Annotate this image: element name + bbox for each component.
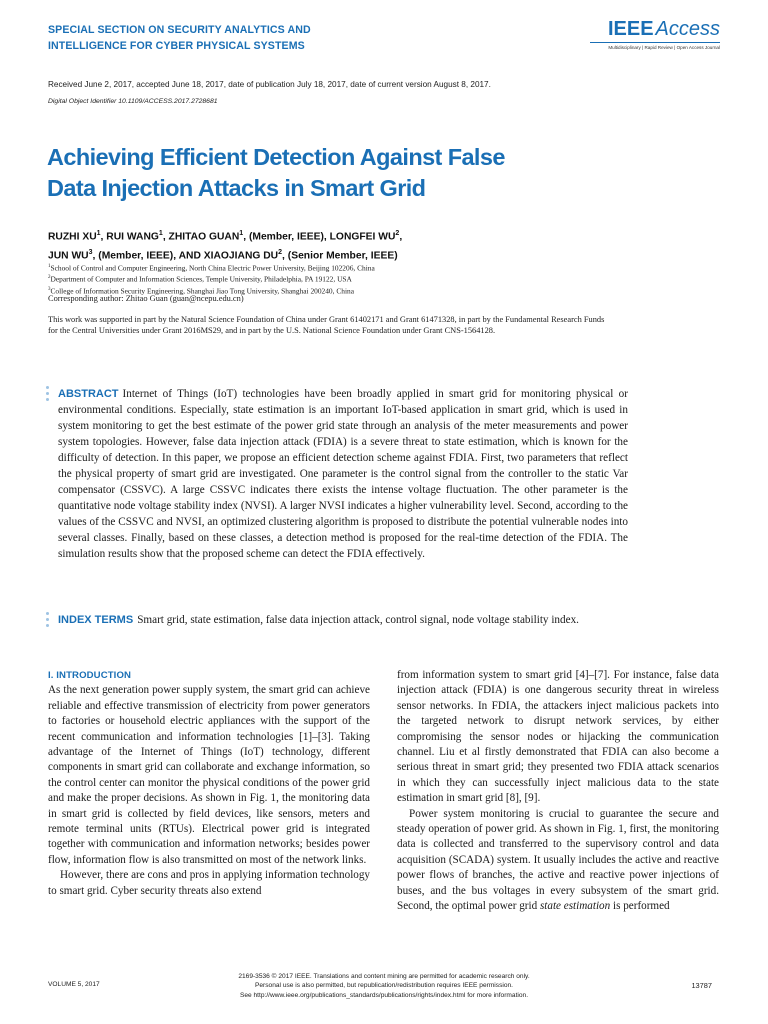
abstract-label: ABSTRACT (58, 388, 119, 400)
affiliation-marker: 2 (278, 249, 283, 257)
affiliations (48, 262, 608, 296)
logo-tagline: Multidisciplinary | Rapid Review | Open Access Journal (608, 45, 720, 50)
section-heading-line-1: SPECIAL SECTION ON SECURITY ANALYTICS AND (48, 24, 311, 36)
paragraph: Power system monitoring is crucial to guarantee the secure and steady operation of power grid. As shown in Fig. 1, first, the monitoring data is collected and transferred to the supervisory control and data acquisition (SCADA) system. It usually includes the active and reactive power flows of branches, the active and reactive power injections of buses, and the bus voltages in every subsystem of the smart grid. Second, the optimal power grid state estimation is performed (397, 807, 719, 913)
author-membership: (Member, IEEE), (248, 231, 327, 243)
author-name: AND XIAOJIANG DU (178, 250, 279, 262)
affiliation-item: $^1$School of Control and Computer Engineering, North China Electric Power University, Beijing 102206, China (48, 263, 375, 273)
dots-decoration-icon (46, 612, 50, 630)
left-column (48, 668, 370, 899)
emphasis: state estimation (539, 900, 611, 913)
logo-access-text: Access (655, 18, 720, 40)
footer-volume: VOLUME 5, 2017 (48, 981, 100, 988)
logo-ieee-text: IEEE (607, 18, 654, 40)
author-name: ZHITAO GUAN (168, 231, 240, 243)
author-membership: (Senior Member, IEEE) (287, 250, 398, 262)
affiliation-marker: 1 (239, 230, 244, 237)
affiliation-marker: 1 (96, 230, 101, 237)
section-heading-line-2: INTELLIGENCE FOR CYBER PHYSICAL SYSTEMS (48, 40, 305, 52)
funding-statement: This work was supported in part by the Natural Science Foundation of China under Grant 61402171 and Grant 61471328, in part by the Fundamental Research Funds for the Central Universities under Grant 2016MS29, and in part by the U.S. National Science Foundation under Grant CNS-1564128. (48, 315, 605, 336)
author-name: LONGFEI WU (329, 231, 396, 243)
title-line-1: Achieving Efficient Detection Against False (47, 144, 505, 170)
index-terms-label: INDEX TERMS (58, 614, 134, 626)
footer-copyright: 2169-3536 © 2017 IEEE. Translations and content mining are permitted for academic research only. Personal use is also permitted, but republication/redistribution requires IEEE permission. See http://www.ieee.org/publications_standards/publications/rights/index.html for more information. (238, 973, 530, 999)
doi: Digital Object Identifier 10.1109/ACCESS.2017.2728681 (48, 98, 218, 105)
title-line-2: Data Injection Attacks in Smart Grid (47, 175, 426, 201)
affiliation-marker: 1 (158, 230, 163, 237)
abstract (48, 386, 628, 562)
paragraph: However, there are cons and pros in applying information technology to smart grid. Cyber security threats also extend (48, 869, 370, 897)
paper-title (47, 142, 607, 204)
special-section-heading (48, 22, 468, 54)
affiliation-item: $^2$Department of Computer and Information Sciences, Temple University, Philadelphia, PA 19122, USA (48, 274, 352, 284)
abstract-text: Internet of Things (IoT) technologies have been broadly applied in smart grid for monitoring physical or environmental conditions. Especially, state estimation is an important IoT-based application in smart grid, which is used in system monitoring to get the best estimate of the power grid state through an analysis of the meter measurements and power system topologies. However, false data injection attack (FDIA) is a severe threat to state estimation, which is known for the difficulty of detection. In this paper, we propose an efficient detection scheme against FDIA. First, two parameters that reflect the physical property of smart grid are investigated. One parameter is the control signal from the controller to the static Var compensator (CSSVC). A large CSSVC indicates there exists the intense voltage fluctuation. The other parameter is the quantitative node voltage stability index (NVSI). A larger NVSI indicates a higher vulnerability level. Second, according to the values of the CSSVC and NVSI, an optimized clustering algorithm is proposed to distribute the potential vulnerable nodes into several classes. Finally, based on these classes, a detection method is proposed for the real-time detection of the FDIA. The simulation results show that the proposed scheme can detect the FDIA effectively. (58, 388, 628, 560)
author-name: JUN WU (48, 250, 89, 262)
corresponding-author: Corresponding author: Zhitao Guan (guan@ncepu.edu.cn) (48, 294, 244, 303)
page-number: 13787 (691, 981, 712, 990)
right-column (397, 668, 719, 915)
received-dates: Received June 2, 2017, accepted June 18, 2017, date of publication July 18, 2017, date of current version August 8, 2017. (48, 80, 491, 89)
author-membership: (Member, IEEE), (98, 250, 177, 262)
affiliation-item: $^3$College of Information Security Engineering, Shanghai Jiao Tong University, Shanghai 200240, China (48, 286, 354, 296)
paragraph: from information system to smart grid [4]–[7]. For instance, false data injection attack (FDIA) is one dangerous security threat in wireless sensor networks. In FDIA, the attackers inject malicious packets into the targeted network to disrupt network services, by either compromising the sensor nodes or hijacking the communication channel. Liu et al firstly demonstrated that FDIA can also become a serious threat in smart grid; they presented two FDIA attack scenarios in which they can successfully inject malicious data to the state estimation in smart grid [8], [9]. (397, 669, 719, 805)
author-list: RUZHI $XU^1$, RUI WANG$^1$, ZHITAO GUAN$^1$, (Member, IEEE), LONGFEI $WU^2$, JUN $WU^3$, (Member, IEEE), AND XIAOJIANG $DU^2$, (Senior Member, IEEE) (48, 230, 403, 262)
dots-decoration-icon (46, 386, 50, 404)
paragraph: As the next generation power supply system, the smart grid can achieve reliable and effective transmission of electricity from power generators to factories or household electric appliances with the support of the recent communication and information technologies [1]–[3]. Taking advantage of the Internet of Things (IoT) technology, different components in smart grid can collaborate and exchange information, so the control center can monitor the physical conditions of the power grid and make the proper decisions. As shown in Fig. 1, the monitoring data in smart grid is collected by field devices, like sensors, meters and remote terminal units (RTUs). Electrical power grid is integrated together with communication and information networks; besides power flow, information flow is also transmitted on most of the network links. (48, 684, 370, 866)
author-name: RUZHI XU (48, 231, 97, 243)
index-terms (48, 612, 628, 628)
affiliation-marker: 3 (88, 249, 93, 257)
author-name: RUI WANG (106, 231, 159, 243)
section-heading: I. INTRODUCTION (48, 670, 132, 681)
index-terms-text: Smart grid, state estimation, false data injection attack, control signal, node voltage stability index. (137, 614, 579, 626)
affiliation-marker: 2 (395, 230, 400, 237)
ieee-access-logo (590, 18, 720, 52)
